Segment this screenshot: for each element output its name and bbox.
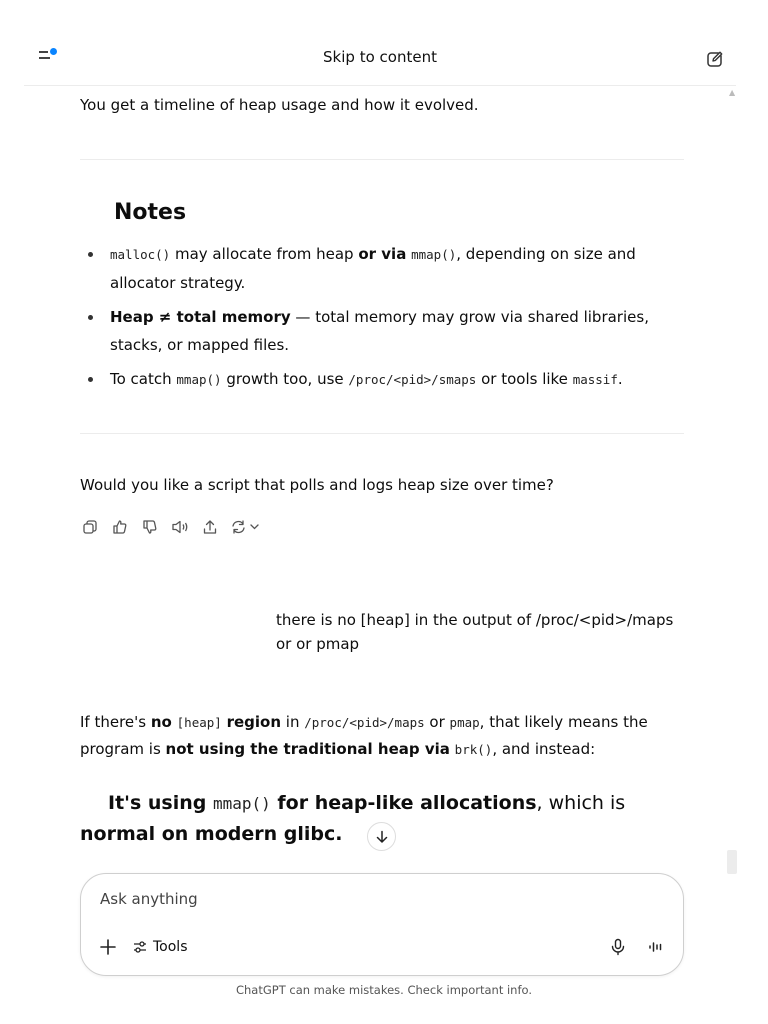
text: normal on modern glibc. xyxy=(80,823,343,845)
text: To catch xyxy=(110,370,177,388)
scroll-to-bottom-button[interactable] xyxy=(367,822,396,851)
bold-text: Heap ≠ total memory xyxy=(110,308,291,326)
inline-code: /proc/<pid>/maps xyxy=(304,715,425,730)
list-item xyxy=(80,240,684,297)
thumbs-up-icon[interactable] xyxy=(110,517,130,537)
notes-list xyxy=(80,240,684,400)
list-item xyxy=(80,365,684,394)
inline-code: malloc() xyxy=(110,247,171,262)
assistant-text: You get a timeline of heap usage and how it evolved. xyxy=(80,96,479,114)
notes-heading: Notes xyxy=(114,200,187,225)
text: , which is xyxy=(536,792,626,814)
divider xyxy=(80,159,684,160)
divider xyxy=(80,433,684,434)
plus-icon[interactable] xyxy=(99,938,117,956)
text: — total memory may grow via shared libraries, stacks, or mapped files. xyxy=(110,308,649,354)
inline-code: /proc/<pid>/smaps xyxy=(348,372,477,387)
inline-code: pmap xyxy=(449,715,480,730)
bold-text: region xyxy=(226,713,282,731)
bold-text: no xyxy=(150,713,172,731)
voice-mode-icon[interactable] xyxy=(647,938,665,956)
skip-to-content-link[interactable]: Skip to content xyxy=(323,48,437,66)
text: , that likely means the program is xyxy=(80,713,648,758)
text: or tools like xyxy=(476,370,573,388)
text: , depending on size and allocator strategy. xyxy=(110,245,636,292)
share-icon[interactable] xyxy=(200,517,220,537)
text: may allocate from heap xyxy=(170,245,359,263)
inline-code: mmap() xyxy=(176,372,222,387)
text: or xyxy=(424,713,450,731)
inline-code: brk() xyxy=(454,742,493,757)
assistant-reply xyxy=(80,709,684,763)
scrollbar-thumb[interactable] xyxy=(727,850,737,874)
microphone-icon[interactable] xyxy=(609,938,627,956)
bold-text: not using the traditional heap via xyxy=(165,740,450,758)
top-bar xyxy=(24,0,736,86)
prompt-input[interactable] xyxy=(100,890,500,908)
tools-sliders-icon xyxy=(133,940,147,954)
user-message: there is no [heap] in the output of /proc/<pid>/maps or or pmap xyxy=(276,611,674,653)
read-aloud-icon[interactable] xyxy=(170,517,190,537)
followup-question: Would you like a script that polls and logs heap size over time? xyxy=(80,476,554,494)
text: It's using xyxy=(108,792,213,814)
text: If there's xyxy=(80,713,151,731)
text: for heap-like allocations xyxy=(270,792,537,814)
thumbs-down-icon[interactable] xyxy=(140,517,160,537)
scroll-up-arrow-icon[interactable]: ▲ xyxy=(729,88,736,97)
copy-icon[interactable] xyxy=(80,517,100,537)
arrow-down-icon xyxy=(375,830,389,844)
inline-code: mmap() xyxy=(411,247,457,262)
disclaimer: ChatGPT can make mistakes. Check important info. xyxy=(235,983,533,997)
tools-button[interactable] xyxy=(133,938,188,956)
new-chat-icon[interactable] xyxy=(706,50,724,68)
text: growth too, use xyxy=(221,370,349,388)
text: in xyxy=(281,713,305,731)
text: , and instead: xyxy=(492,740,596,758)
tools-label: Tools xyxy=(153,939,188,955)
composer xyxy=(80,873,684,976)
inline-code: massif xyxy=(572,372,618,387)
bold-text: or via xyxy=(358,245,407,263)
inline-code: [heap] xyxy=(176,715,222,730)
list-item xyxy=(80,303,684,359)
inline-code: mmap() xyxy=(212,794,271,813)
text: . xyxy=(617,370,623,388)
message-actions xyxy=(80,516,262,538)
regenerate-icon[interactable] xyxy=(230,517,262,537)
